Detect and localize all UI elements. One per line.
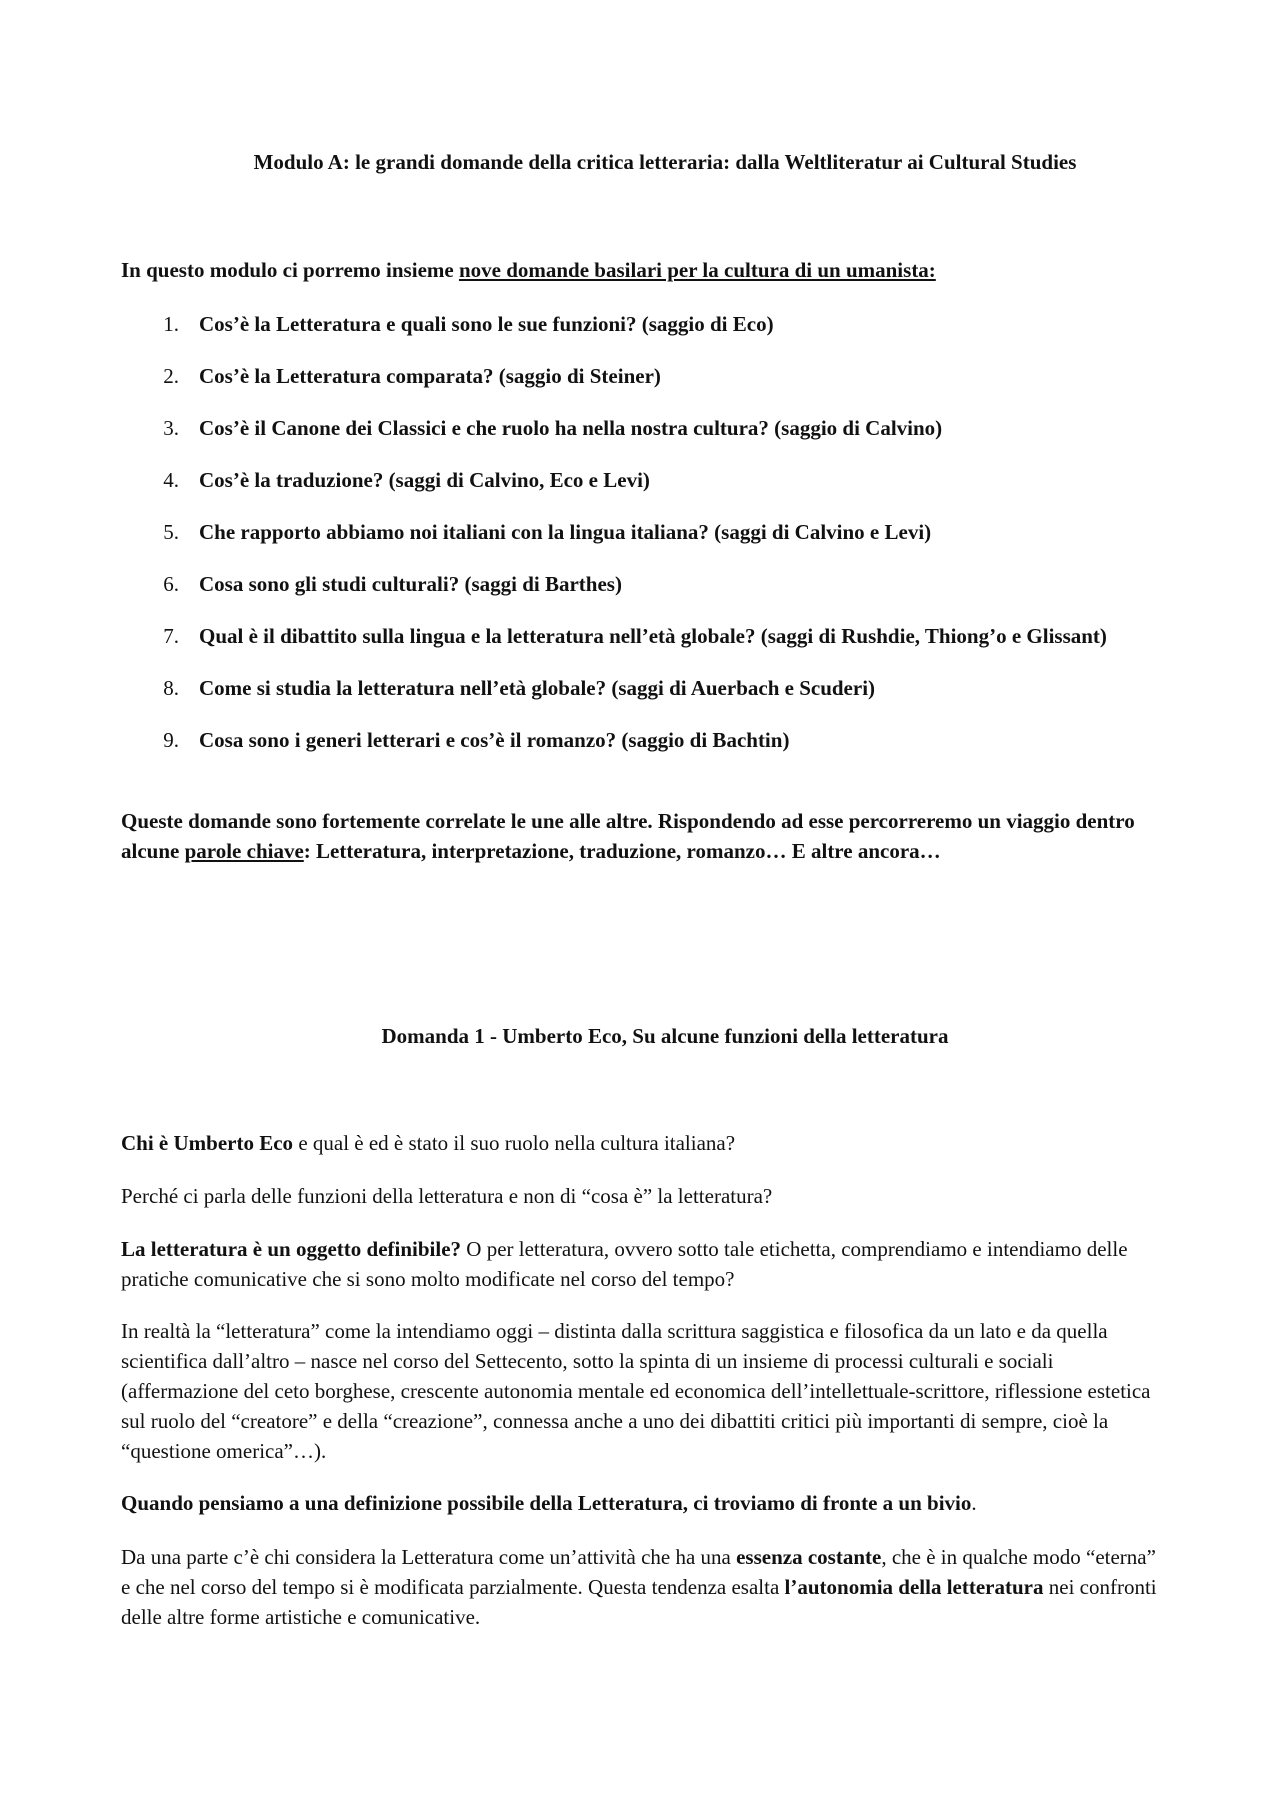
list-text: Cos’è la traduzione? (saggi di Calvino, Eco e Levi) (199, 468, 650, 492)
list-item (121, 465, 1161, 495)
list-number: 2. (163, 364, 179, 388)
p6-c: , che è in qualche modo “eterna” e che nel corso del tempo si è modificata parzialmente. Questa tendenza esalta (121, 1545, 1156, 1599)
intro-underlined: nove domande basilari per la cultura di un umanista: (458, 258, 936, 282)
list-item (121, 413, 1161, 443)
list-text: Cosa sono i generi letterari e cos’è il romanzo? (saggio di Bachtin) (199, 728, 790, 752)
p6-d-bold: l’autonomia della letteratura (784, 1575, 1044, 1599)
paragraph-5 (121, 1488, 1161, 1518)
p3-rest: O per letteratura, ovvero sotto tale etichetta, comprendiamo e intendiamo delle pratiche comunicative che si sono molto modificate nel corso del tempo? (121, 1237, 1128, 1291)
p3-bold: La letteratura è un oggetto definibile? (121, 1237, 462, 1261)
paragraph-1 (121, 1128, 1161, 1158)
list-text: Cos’è il Canone dei Classici e che ruolo ha nella nostra cultura? (saggio di Calvino) (199, 416, 943, 440)
paragraph-2: Perché ci parla delle funzioni della letteratura e non di “cosa è” la letteratura? (121, 1184, 773, 1208)
p5-rest: . (971, 1491, 977, 1515)
list-text: Cos’è la Letteratura e quali sono le sue funzioni? (saggio di Eco) (199, 312, 774, 336)
list-number: 7. (163, 624, 179, 648)
paragraph-6 (121, 1542, 1161, 1632)
list-item (121, 361, 1161, 391)
p6-e: nei confronti delle altre forme artistiche e comunicative. (121, 1575, 1157, 1629)
intro-line (121, 258, 1161, 283)
list-item (121, 569, 1161, 599)
paragraph-4: In realtà la “letteratura” come la intendiamo oggi – distinta dalla scrittura saggistica e filosofica da un lato e da quella scientifica dall’altro – nasce nel corso del Settecento, sotto la spinta di un insieme di processi culturali e sociali (affermazione del ceto borghese, crescente autonomia mentale ed economica dell’intellettuale-scrittore, riflessione estetica sul ruolo del “creatore” e della “creazione”, connessa anche a uno dei dibattiti critici più importanti di sempre, cioè la “questione omerica”…). (121, 1319, 1151, 1463)
list-item (121, 725, 1161, 755)
list-text: Che rapporto abbiamo noi italiani con la lingua italiana? (saggi di Calvino e Levi) (199, 520, 932, 544)
p6-b-bold: essenza costante (736, 1545, 882, 1569)
p1-bold: Chi è Umberto Eco (121, 1131, 294, 1155)
outro-part1: Queste domande sono fortemente correlate le une alle altre. Rispondendo ad esse percorreremo un viaggio dentro alcune (121, 809, 1135, 863)
outro-paragraph (121, 806, 1151, 866)
outro-underlined: parole chiave (184, 839, 304, 863)
list-number: 5. (163, 520, 179, 544)
paragraph-3 (121, 1234, 1161, 1294)
list-number: 1. (163, 312, 179, 336)
list-number: 9. (163, 728, 179, 752)
list-item (121, 517, 1161, 547)
section-title: Domanda 1 - Umberto Eco, Su alcune funzioni della letteratura (381, 1024, 949, 1048)
list-number: 4. (163, 468, 179, 492)
list-text: Come si studia la letteratura nell’età globale? (saggi di Auerbach e Scuderi) (199, 676, 876, 700)
list-item (121, 309, 1161, 339)
p5-bold: Quando pensiamo a una definizione possibile della Letteratura, ci troviamo di fronte a un bivio (121, 1491, 972, 1515)
p1-rest: e qual è ed è stato il suo ruolo nella cultura italiana? (293, 1131, 736, 1155)
list-text: Cosa sono gli studi culturali? (saggi di Barthes) (199, 572, 622, 596)
p6-a: Da una parte c’è chi considera la Letteratura come un’attività che ha una (121, 1545, 737, 1569)
document-title: Modulo A: le grandi domande della critica letteraria: dalla Weltliteratur ai Cultural Studies (253, 150, 1077, 174)
questions-list (121, 309, 1161, 777)
intro-lead: In questo modulo ci porremo insieme (121, 258, 459, 282)
list-number: 3. (163, 416, 179, 440)
list-item (121, 673, 1161, 703)
list-item (121, 621, 1161, 651)
list-number: 6. (163, 572, 179, 596)
list-text: Cos’è la Letteratura comparata? (saggio di Steiner) (199, 364, 661, 388)
list-number: 8. (163, 676, 179, 700)
list-text: Qual è il dibattito sulla lingua e la letteratura nell’età globale? (saggi di Rushdie, Thiong’o e Glissant) (199, 624, 1107, 648)
outro-part2: : Letteratura, interpretazione, traduzione, romanzo… E altre ancora… (303, 839, 941, 863)
